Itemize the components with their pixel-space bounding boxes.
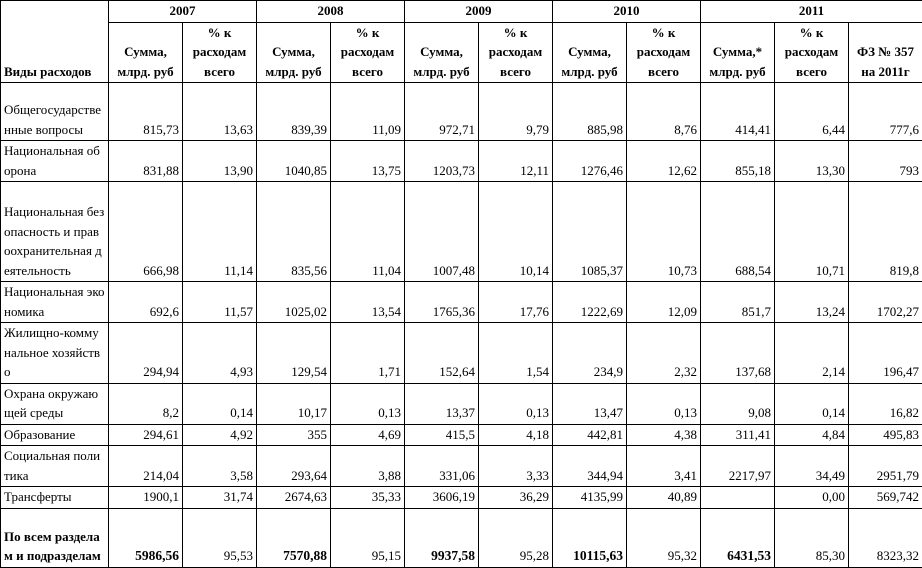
column-header: Сумма, млрд. руб	[109, 22, 183, 83]
table-cell: 0,13	[331, 383, 405, 424]
column-header: % к расходам всего	[775, 22, 849, 83]
table-row	[1, 83, 922, 141]
table-cell: 17,76	[479, 282, 553, 323]
table-cell: 13,90	[183, 141, 257, 182]
table-cell: 294,94	[109, 323, 183, 384]
table-cell: 1702,27	[849, 282, 922, 323]
table-cell: 855,18	[701, 141, 775, 182]
column-header: % к расходам всего	[183, 22, 257, 83]
row-label: Национальная экономика	[1, 282, 109, 323]
table-cell: 0,13	[479, 383, 553, 424]
table-cell: 839,39	[257, 83, 331, 141]
table-cell: 569,742	[849, 487, 922, 509]
table-cell: 129,54	[257, 323, 331, 384]
table-cell: 4,38	[627, 424, 701, 446]
table-row	[1, 446, 922, 487]
table-cell: 12,11	[479, 141, 553, 182]
table-cell: 13,75	[331, 141, 405, 182]
row-label: Социальная политика	[1, 446, 109, 487]
table-cell: 294,61	[109, 424, 183, 446]
table-cell: 0,13	[627, 383, 701, 424]
column-header: Сумма, млрд. руб	[405, 22, 479, 83]
total-label: По всем разделам и подразделам	[1, 508, 109, 567]
table-cell: 4,84	[775, 424, 849, 446]
table-cell: 495,83	[849, 424, 922, 446]
table-cell: 152,64	[405, 323, 479, 384]
table-cell: 442,81	[553, 424, 627, 446]
table-row	[1, 141, 922, 182]
table-cell	[701, 487, 775, 509]
table-cell: 1203,73	[405, 141, 479, 182]
year-header-row	[1, 1, 922, 23]
table-cell: 1040,85	[257, 141, 331, 182]
column-header: % к расходам всего	[479, 22, 553, 83]
table-cell: 1007,48	[405, 182, 479, 282]
table-cell: 0,14	[183, 383, 257, 424]
table-cell: 1,54	[479, 323, 553, 384]
total-cell: 6431,53	[701, 508, 775, 567]
total-cell: 85,30	[775, 508, 849, 567]
table-cell: 10,14	[479, 182, 553, 282]
table-cell: 9,08	[701, 383, 775, 424]
row-label: Жилищно-коммунальное хозяйство	[1, 323, 109, 384]
table-cell: 2,32	[627, 323, 701, 384]
table-cell: 692,6	[109, 282, 183, 323]
table-row	[1, 182, 922, 282]
table-cell: 2674,63	[257, 487, 331, 509]
table-row	[1, 424, 922, 446]
column-header: Сумма, млрд. руб	[257, 22, 331, 83]
table-cell: 293,64	[257, 446, 331, 487]
corner-cell	[1, 1, 109, 83]
table-cell: 13,47	[553, 383, 627, 424]
table-cell: 2951,79	[849, 446, 922, 487]
column-header-row	[1, 22, 922, 83]
table-cell: 3606,19	[405, 487, 479, 509]
table-cell: 1765,36	[405, 282, 479, 323]
year-2009-header: 2009	[405, 1, 553, 23]
total-cell: 5986,56	[109, 508, 183, 567]
table-cell: 13,54	[331, 282, 405, 323]
table-cell: 0,14	[775, 383, 849, 424]
table-cell: 344,94	[553, 446, 627, 487]
column-header: % к расходам всего	[627, 22, 701, 83]
row-label: Национальная оборона	[1, 141, 109, 182]
table-cell: 8,2	[109, 383, 183, 424]
table-cell: 40,89	[627, 487, 701, 509]
total-cell: 8323,32	[849, 508, 922, 567]
table-cell: 10,73	[627, 182, 701, 282]
table-cell: 688,54	[701, 182, 775, 282]
table-cell: 34,49	[775, 446, 849, 487]
table-cell: 196,47	[849, 323, 922, 384]
table-row	[1, 383, 922, 424]
table-cell: 11,57	[183, 282, 257, 323]
table-cell: 1222,69	[553, 282, 627, 323]
table-cell: 777,6	[849, 83, 922, 141]
table-cell: 12,09	[627, 282, 701, 323]
table-cell: 13,37	[405, 383, 479, 424]
table-row	[1, 282, 922, 323]
table-cell: 831,88	[109, 141, 183, 182]
year-2010-header: 2010	[553, 1, 701, 23]
table-cell: 35,33	[331, 487, 405, 509]
table-cell: 13,30	[775, 141, 849, 182]
table-cell: 415,5	[405, 424, 479, 446]
table-cell: 1085,37	[553, 182, 627, 282]
table-cell: 1,71	[331, 323, 405, 384]
year-2011-header: 2011	[701, 1, 922, 23]
table-cell: 311,41	[701, 424, 775, 446]
table-cell: 137,68	[701, 323, 775, 384]
table-cell: 2217,97	[701, 446, 775, 487]
table-cell: 2,14	[775, 323, 849, 384]
column-header: % к расходам всего	[331, 22, 405, 83]
table-cell: 13,24	[775, 282, 849, 323]
table-cell: 13,63	[183, 83, 257, 141]
table-cell: 666,98	[109, 182, 183, 282]
table-cell: 3,58	[183, 446, 257, 487]
table-cell: 11,04	[331, 182, 405, 282]
table-cell: 9,79	[479, 83, 553, 141]
table-cell: 3,41	[627, 446, 701, 487]
corner-label: Виды расходов	[4, 64, 91, 79]
table-cell: 4,93	[183, 323, 257, 384]
table-cell: 4,92	[183, 424, 257, 446]
table-cell: 851,7	[701, 282, 775, 323]
table-cell: 12,62	[627, 141, 701, 182]
row-label: Национальная безопасность и правоохранительная деятельность	[1, 182, 109, 282]
table-cell: 214,04	[109, 446, 183, 487]
column-header: Сумма, млрд. руб	[553, 22, 627, 83]
table-cell: 3,88	[331, 446, 405, 487]
table-cell: 885,98	[553, 83, 627, 141]
table-cell: 31,74	[183, 487, 257, 509]
table-cell: 355	[257, 424, 331, 446]
row-label: Трансферты	[1, 487, 109, 509]
table-row	[1, 487, 922, 509]
year-2008-header: 2008	[257, 1, 405, 23]
row-label: Образование	[1, 424, 109, 446]
total-row	[1, 508, 922, 567]
table-cell: 1900,1	[109, 487, 183, 509]
table-cell: 0,00	[775, 487, 849, 509]
table-row	[1, 323, 922, 384]
year-2007-header: 2007	[109, 1, 257, 23]
total-cell: 9937,58	[405, 508, 479, 567]
table-cell: 4135,99	[553, 487, 627, 509]
table-cell: 1025,02	[257, 282, 331, 323]
total-cell: 10115,63	[553, 508, 627, 567]
table-cell: 835,56	[257, 182, 331, 282]
table-cell: 1276,46	[553, 141, 627, 182]
table-cell: 6,44	[775, 83, 849, 141]
total-cell: 95,53	[183, 508, 257, 567]
table-cell: 819,8	[849, 182, 922, 282]
row-label: Охрана окружающей среды	[1, 383, 109, 424]
row-label: Общегосударственные вопросы	[1, 83, 109, 141]
column-header: ФЗ № 357 на 2011г	[849, 22, 922, 83]
table-cell: 331,06	[405, 446, 479, 487]
table-cell: 10,71	[775, 182, 849, 282]
table-cell: 11,09	[331, 83, 405, 141]
column-header: Сумма,* млрд. руб	[701, 22, 775, 83]
table-cell: 3,33	[479, 446, 553, 487]
table-cell: 8,76	[627, 83, 701, 141]
table-cell: 234,9	[553, 323, 627, 384]
table-cell: 16,82	[849, 383, 922, 424]
table-cell: 4,69	[331, 424, 405, 446]
total-cell: 7570,88	[257, 508, 331, 567]
table-cell: 10,17	[257, 383, 331, 424]
table-cell: 36,29	[479, 487, 553, 509]
table-cell: 815,73	[109, 83, 183, 141]
table-cell: 11,14	[183, 182, 257, 282]
total-cell: 95,28	[479, 508, 553, 567]
table-cell: 793	[849, 141, 922, 182]
table-cell: 4,18	[479, 424, 553, 446]
table-cell: 414,41	[701, 83, 775, 141]
total-cell: 95,32	[627, 508, 701, 567]
total-cell: 95,15	[331, 508, 405, 567]
table-cell: 972,71	[405, 83, 479, 141]
